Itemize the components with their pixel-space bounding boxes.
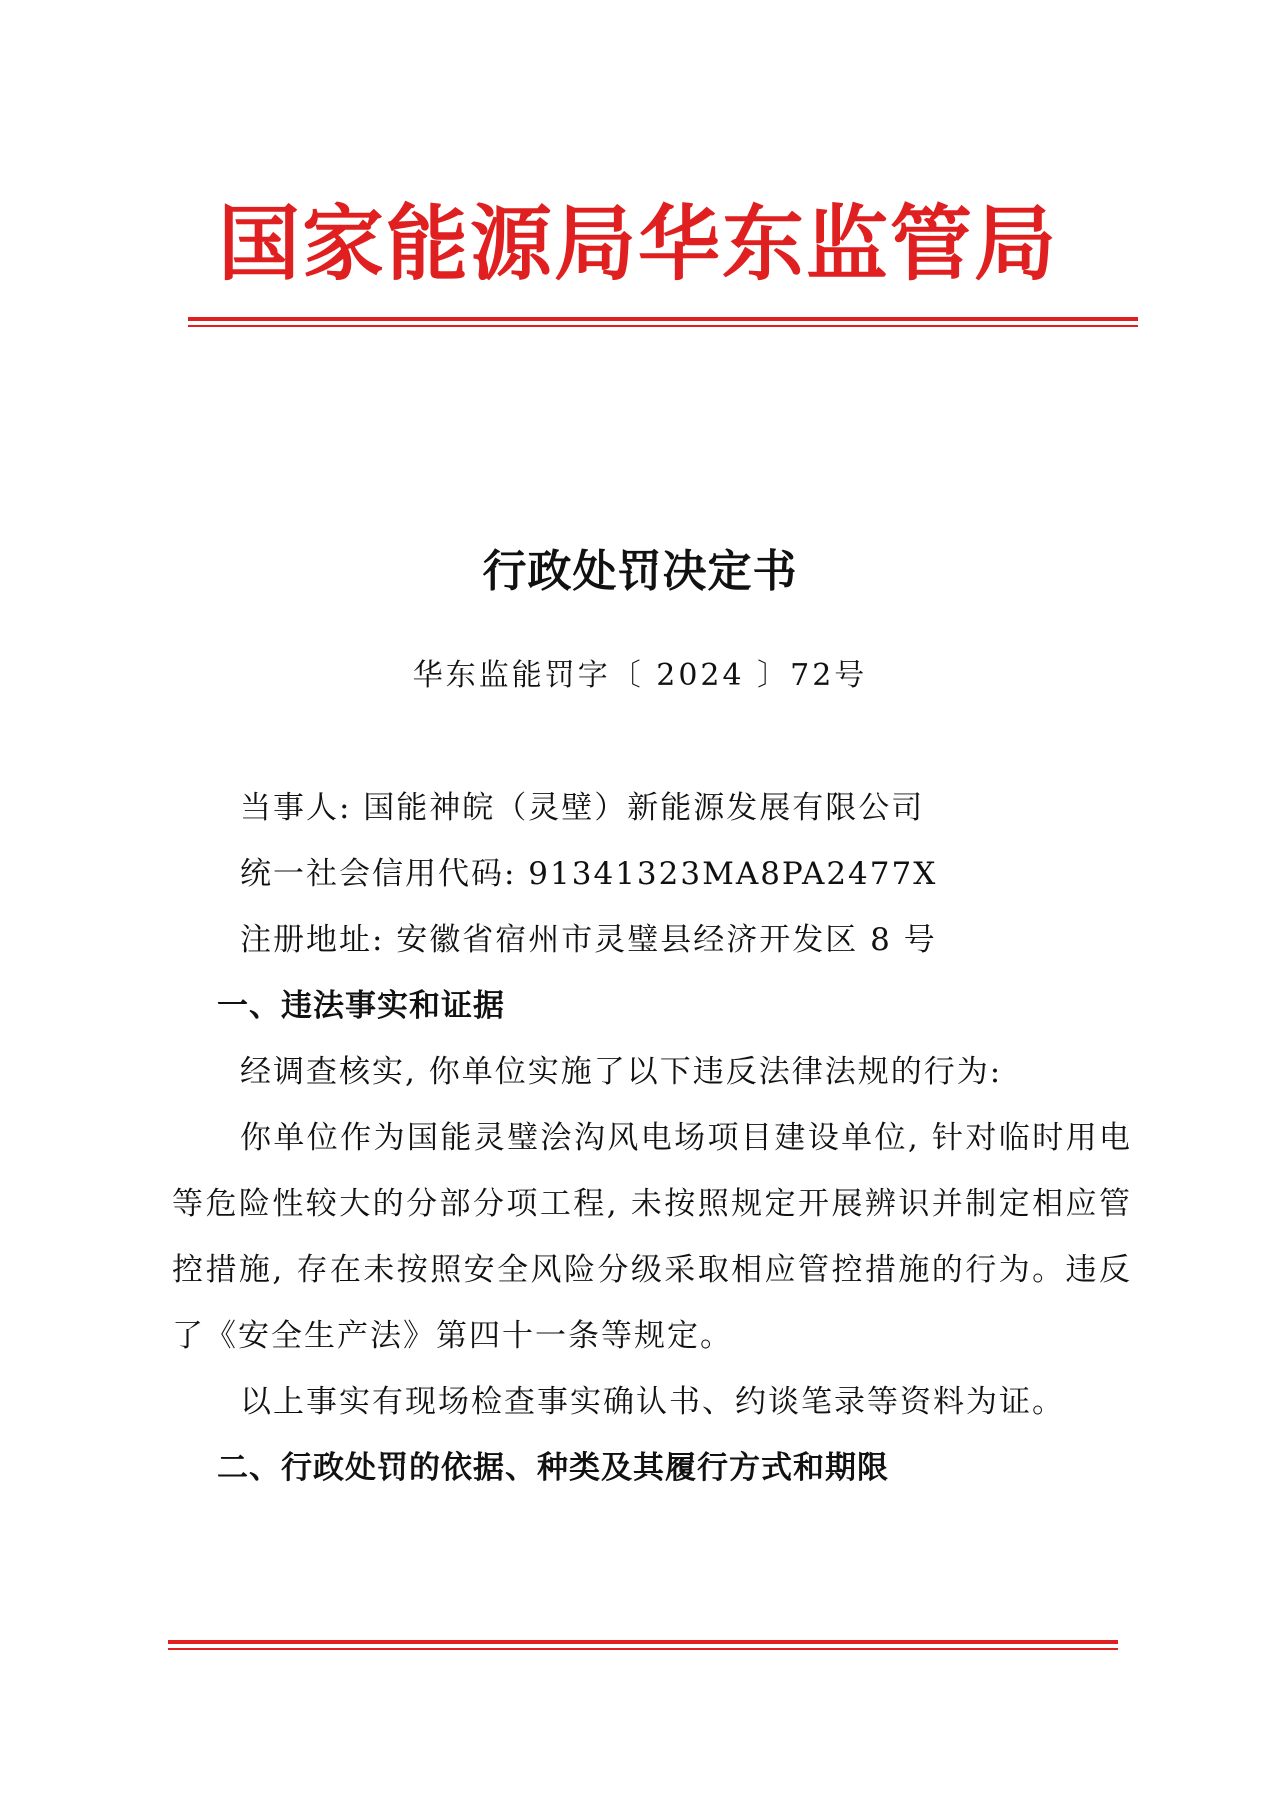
footer-rule-thin (168, 1648, 1118, 1650)
header-rule-thin (188, 325, 1138, 327)
document-title: 行政处罚决定书 (482, 546, 798, 597)
header-rule-thick (188, 317, 1138, 321)
agency-header-title: 国家能源局华东监管局 (217, 197, 1058, 292)
address-line: 注册地址: 安徽省宿州市灵璧县经济开发区 8 号 (240, 922, 937, 958)
document-body (172, 775, 1132, 1501)
section-1-heading: 一、违法事实和证据 (217, 988, 505, 1024)
section-1-evidence: 以上事实有现场检查事实确认书、约谈笔录等资料为证。 (240, 1384, 1065, 1420)
section-1-intro: 经调查核实, 你单位实施了以下违反法律法规的行为: (240, 1054, 1003, 1090)
section-1-body: 你单位作为国能灵璧浍沟风电场项目建设单位, 针对临时用电等危险性较大的分部分项工程, 未按照规定开展辨识并制定相应管控措施, 存在未按照安全风险分级采取相应管控措施的行为。违反了《安全生产法》第四十一条等规定。 (172, 1120, 1132, 1354)
party-name-line: 当事人: 国能神皖（灵壁）新能源发展有限公司 (240, 790, 925, 826)
credit-code-line: 统一社会信用代码: 91341323MA8PA2477X (240, 856, 938, 892)
section-2-heading: 二、行政处罚的依据、种类及其履行方式和期限 (217, 1450, 889, 1486)
footer-rule-thick (168, 1640, 1118, 1644)
document-number: 华东监能罚字〔 2024 〕72号 (412, 658, 868, 693)
